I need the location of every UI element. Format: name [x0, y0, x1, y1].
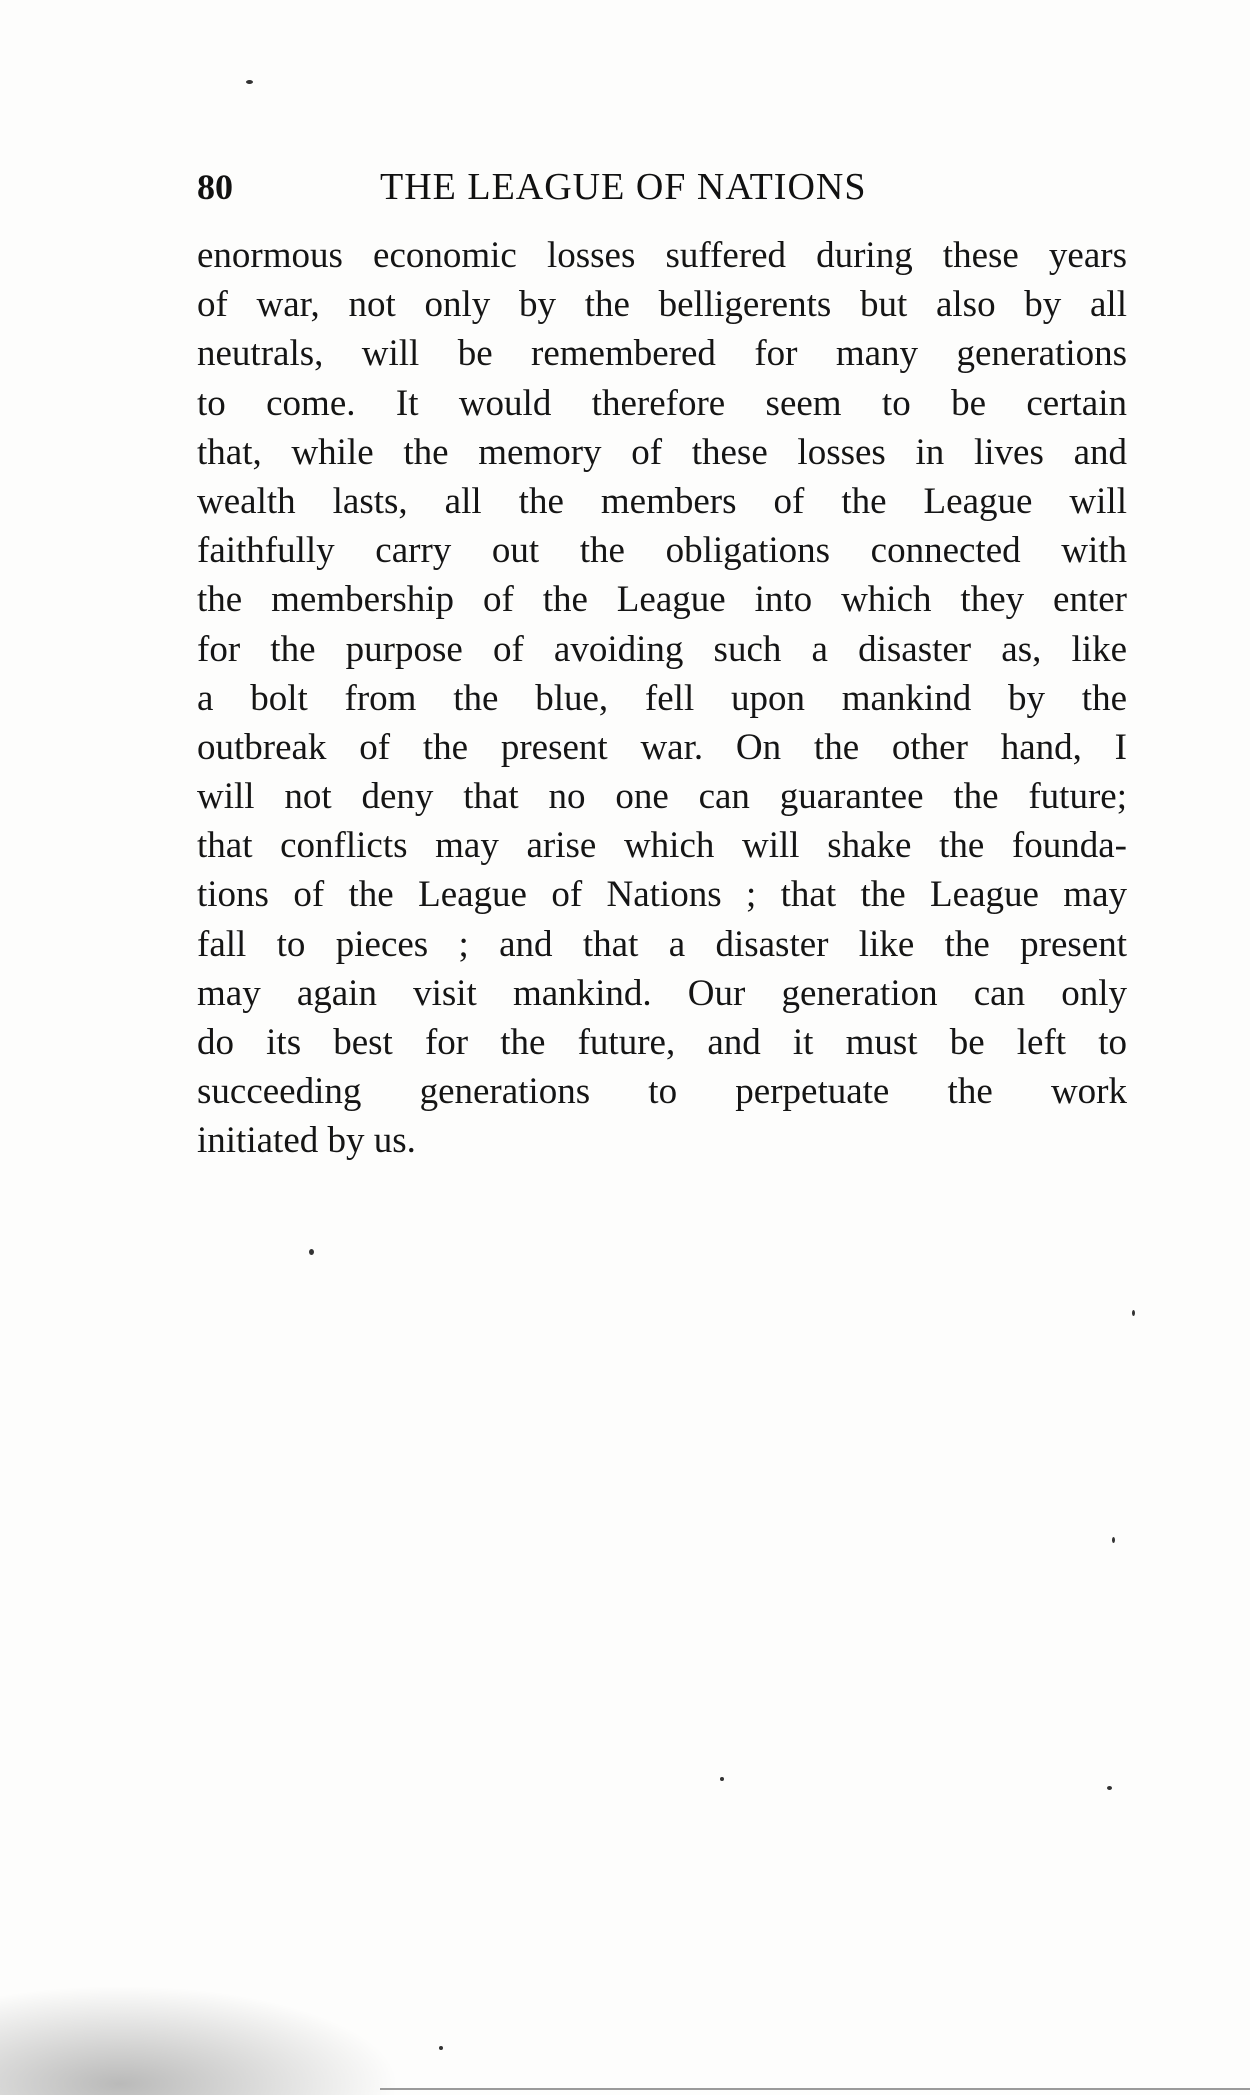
text-line: tions of the League of Nations ; that the League may: [197, 874, 1127, 916]
page-number: 80: [197, 167, 233, 207]
scan-smudge: [0, 1985, 400, 2095]
text-line: to come. It would therefore seem to be certain: [197, 382, 1127, 424]
text-line: do its best for the future, and it must be left to: [197, 1022, 1127, 1063]
scan-speck: [1107, 1786, 1112, 1790]
text-line: a bolt from the blue, fell upon mankind by the: [197, 677, 1127, 719]
text-line: outbreak of the present war. On the other hand, I: [197, 726, 1127, 768]
text-line: faithfully carry out the obligations connected with: [197, 530, 1127, 572]
text-line: initiated by us.: [197, 1120, 416, 1162]
scan-speck: [1112, 1537, 1115, 1543]
text-line: for the purpose of avoiding such a disaster as, like: [197, 628, 1127, 670]
text-line: enormous economic losses suffered during these years: [197, 235, 1127, 276]
text-line: wealth lasts, all the members of the League will: [197, 480, 1127, 522]
scan-speck: [439, 2046, 443, 2050]
scan-speck: [720, 1777, 724, 1781]
text-line: succeeding generations to perpetuate the work: [197, 1071, 1127, 1113]
text-line: of war, not only by the belligerents but also by all: [197, 284, 1127, 326]
page-header: [197, 162, 1127, 212]
scan-edge: [380, 2088, 1250, 2090]
text-line: may again visit mankind. Our generation can only: [197, 972, 1127, 1014]
scan-speck: [246, 80, 253, 84]
text-line: that, while the memory of these losses in lives and: [197, 431, 1127, 473]
scan-speck: [309, 1249, 314, 1255]
scan-speck: [1132, 1310, 1135, 1316]
text-line: that conflicts may arise which will shake the founda-: [197, 825, 1127, 867]
text-line: fall to pieces ; and that a disaster like the present: [197, 923, 1127, 965]
running-title: THE LEAGUE OF NATIONS: [380, 166, 867, 208]
text-line: will not deny that no one can guarantee the future;: [197, 776, 1127, 818]
text-line: the membership of the League into which they enter: [197, 579, 1127, 621]
text-line: neutrals, will be remembered for many generations: [197, 333, 1127, 375]
body-text: [197, 231, 1127, 1166]
